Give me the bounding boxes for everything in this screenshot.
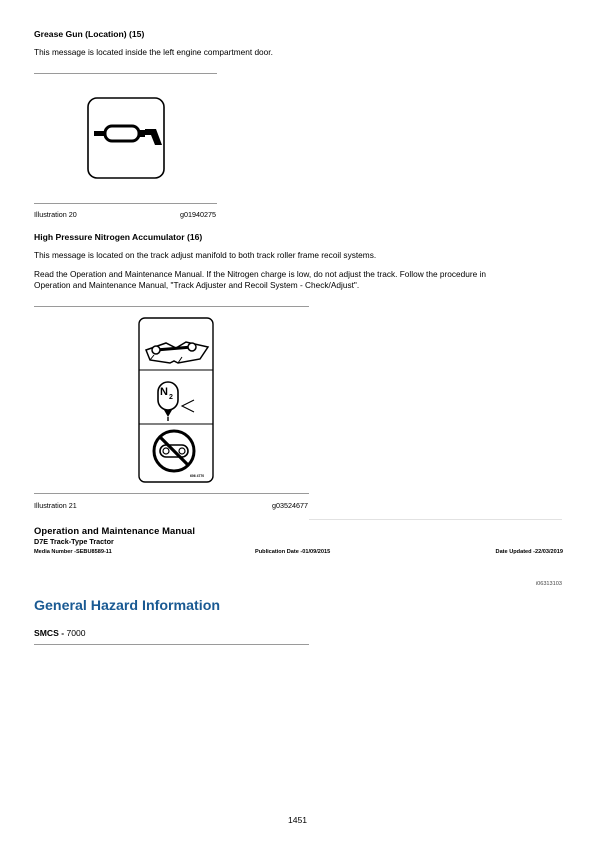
media-number: Media Number -SEBU8589-11 [34,549,112,555]
illustration-20-bottom-rule [34,203,217,204]
grease-gun-description: This message is located inside the left engine compartment door. [34,47,273,57]
illustration-21-bottom-rule [34,493,309,494]
nitrogen-description: This message is located on the track adjust manifold to both track roller frame recoil systems. [34,250,377,260]
illustration-21-label: Illustration 21 [34,501,77,510]
grease-gun-heading: Grease Gun (Location) (15) [34,29,145,39]
illustration-20-code: g01940275 [180,210,216,219]
nitrogen-symbol-n: N [160,386,168,398]
section-title: General Hazard Information [34,598,221,614]
nitrogen-instruction-line-1: Read the Operation and Maintenance Manual. If the Nitrogen charge is low, do not adjust the track. Follow the procedure in [34,269,486,279]
doc-title: Operation and Maintenance Manual [34,525,196,536]
page-number: 1451 [287,815,308,825]
nitrogen-heading: High Pressure Nitrogen Accumulator (16) [34,232,203,242]
illustration-21-code: g03524677 [272,501,308,510]
grease-gun-icon [87,97,165,179]
doc-info-top-rule [309,519,562,520]
nitrogen-symbol-subscript: 2 [169,394,173,401]
date-updated: Date Updated -22/03/2019 [495,549,563,555]
smcs-value: 7000 [66,628,86,638]
smcs-label: SMCS - [34,628,67,638]
decal-part-number: 606 4770 [190,474,205,478]
smcs-code [34,628,86,638]
illustration-21-top-rule [34,306,309,307]
illustration-20-label: Illustration 20 [34,210,77,219]
smcs-rule [34,644,309,645]
illustration-20-top-rule [34,73,217,74]
nitrogen-instruction-line-2: Operation and Maintenance Manual, "Track Adjuster and Recoil System - Check/Adjust". [34,280,360,290]
doc-subtitle: D7E Track-Type Tractor [34,537,114,546]
publication-date: Publication Date -01/09/2015 [255,549,331,555]
grease-gun-decal [87,97,165,179]
section-reference-id: i06313103 [535,581,562,587]
